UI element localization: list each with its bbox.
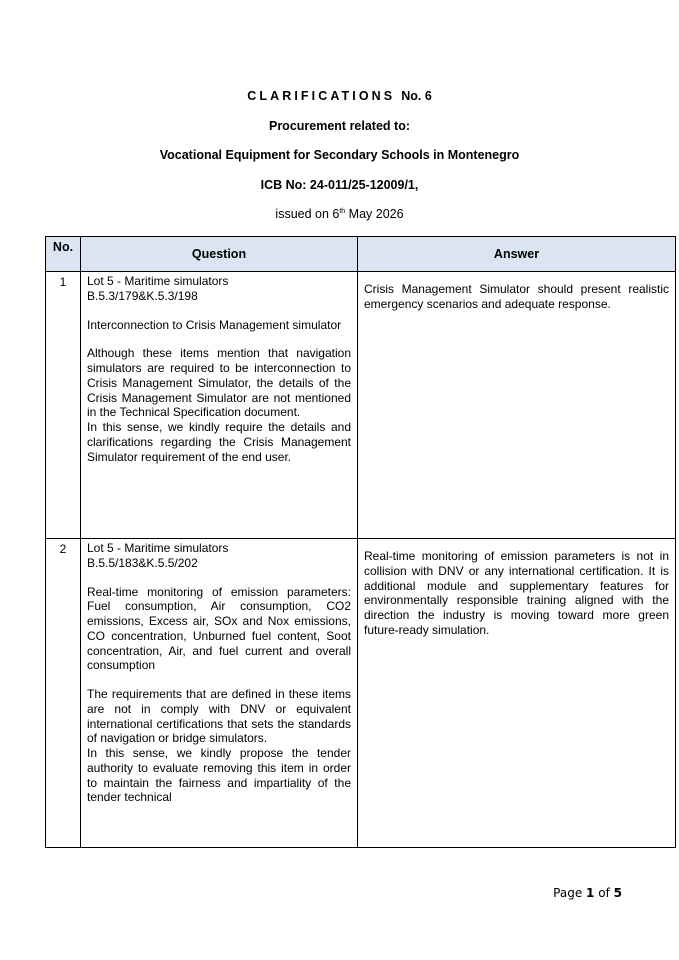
issued-date	[0, 207, 679, 221]
header-no: No.	[46, 237, 81, 272]
clarifications-table	[45, 236, 676, 848]
of-label: of	[598, 886, 610, 900]
question-request: In this sense, we kindly propose the tender authority to evaluate removing this item in order to maintain the fairness and impartiality of the tender technical	[87, 746, 351, 805]
header-question: Question	[81, 237, 358, 272]
header-answer: Answer	[358, 237, 676, 272]
page-number: 1	[586, 886, 595, 900]
title-number: No. 6	[401, 89, 432, 103]
page-total: 5	[613, 886, 622, 900]
page-label: Page	[553, 886, 583, 900]
question-body: The requirements that are defined in these items are not in comply with DNV or equivalent international certifications that sets the standards of navigation or bridge simulators.	[87, 687, 351, 746]
answer-cell	[358, 539, 676, 848]
answer-cell	[358, 272, 676, 539]
issued-ordinal: th	[339, 208, 346, 215]
icb-number: ICB No: 24-011/25-12009/1,	[260, 178, 419, 192]
issued-prefix: issued on 6	[275, 207, 340, 221]
question-cell	[81, 539, 358, 848]
table-header-row	[46, 237, 676, 272]
row-number: 1	[46, 272, 81, 539]
answer-text: Real-time monitoring of emission parameters is not in collision with DNV or any international certification. It is additional module and supplementary features for environmentally responsible training aligned with the direction the industry is moving toward more green future-ready simulation.	[364, 549, 669, 637]
procurement-subject: Vocational Equipment for Secondary Schools in Montenegro	[159, 148, 520, 162]
question-lot: Lot 5 - Maritime simulators	[87, 541, 229, 555]
question-topic: Real-time monitoring of emission parameters: Fuel consumption, Air consumption, CO2 emissions, Excess air, SOx and Nox emissions, CO concentration, Unburned fuel content, Soot concentration, Air, and fuel current and overall consumption	[87, 584, 351, 673]
page-footer	[553, 886, 622, 900]
question-cell	[81, 272, 358, 539]
question-lot: Lot 5 - Maritime simulators	[87, 274, 229, 288]
title-text: CLARIFICATIONS	[247, 89, 396, 103]
row-number: 2	[46, 539, 81, 848]
question-topic: Interconnection to Crisis Management simulator	[87, 317, 342, 332]
table-row	[46, 539, 676, 848]
question-ref: B.5.3/179&K.5.3/198	[87, 288, 198, 303]
procurement-label: Procurement related to:	[268, 119, 410, 133]
question-request: In this sense, we kindly require the details and clarifications regarding the Crisis Management Simulator requirement of the end user.	[87, 420, 351, 464]
question-body: Although these items mention that navigation simulators are required to be interconnection to Crisis Management Simulator, the details of the Crisis Management Simulator are not mentioned in the Technical Specification document.	[87, 346, 351, 420]
question-ref: B.5.5/183&K.5.5/202	[87, 555, 198, 570]
answer-text: Crisis Management Simulator should present realistic emergency scenarios and adequate response.	[364, 282, 669, 311]
document-title	[0, 89, 679, 103]
table-row	[46, 272, 676, 539]
issued-suffix: May 2026	[345, 207, 404, 221]
